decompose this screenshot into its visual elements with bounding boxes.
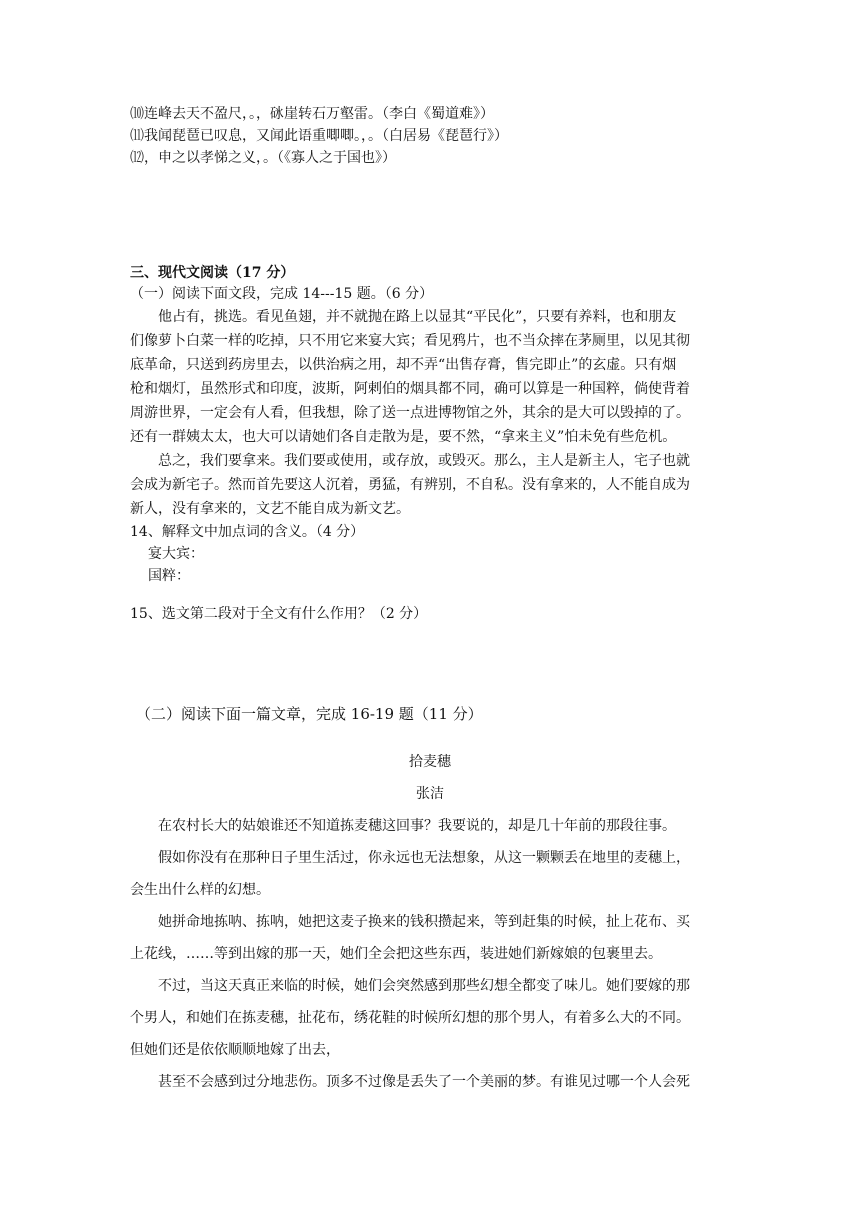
article-paragraph-2 bbox=[130, 842, 730, 906]
excerpt-line: 周游世界，一定会有人看，但我想，除了送一点进博物馆之外，其余的是大可以毁掉的了。 bbox=[130, 405, 690, 421]
excerpt-line: 总之，我们要拿来。我们要或使用，或存放，或毁灭。那么，主人是新主人，宅子也就 bbox=[158, 453, 690, 469]
question-14-item-a: 宴大宾： bbox=[148, 546, 204, 562]
excerpt-paragraph-2 bbox=[130, 449, 730, 521]
excerpt-line: 他占有，挑选。看见鱼翅，并不就抛在路上以显其“平民化”，只要有养料，也和朋友 bbox=[158, 309, 677, 325]
article-body bbox=[130, 810, 730, 1098]
article-line: 甚至不会感到过分地悲伤。顶多不过像是丢失了一个美丽的梦。有谁见过哪一个人会死 bbox=[158, 1074, 690, 1090]
article-line: 她拼命地拣呐、拣呐，她把这麦子换来的钱积攒起来，等到赶集的时候，扯上花布、买 bbox=[158, 914, 690, 930]
poem-line-12: ⑿，申之以孝悌之义，。（《寡人之于国也》） bbox=[130, 150, 396, 166]
excerpt-paragraph-1 bbox=[130, 305, 730, 449]
excerpt-line: 底革命，只送到药房里去，以供治病之用，却不弄“出售存膏，售完即止”的玄虚。只有烟 bbox=[130, 357, 677, 373]
part1-instruction: （一）阅读下面文段，完成 14---15 题。（6 分） bbox=[130, 286, 434, 302]
article-line: 上花线，……等到出嫁的那一天，她们全会把这些东西，装进她们新嫁娘的包裹里去。 bbox=[130, 946, 662, 962]
poem-line-11: ⑾我闻琵琶已叹息，又闻此语重唧唧。，。（白居易《琵琶行》） bbox=[130, 128, 508, 144]
article-line: 不过，当这天真正来临的时候，她们会突然感到那些幻想全都变了味儿。她们要嫁的那 bbox=[158, 978, 690, 994]
part2-instruction: （二）阅读下面一篇文章，完成 16-19 题（11 分） bbox=[136, 705, 483, 723]
question-14-item-b: 国粹： bbox=[148, 568, 190, 584]
article-paragraph-5 bbox=[130, 1066, 730, 1098]
section-modern-reading bbox=[130, 262, 730, 625]
excerpt-line: 枪和烟灯，虽然形式和印度，波斯，阿剌伯的烟具都不同，确可以算是一种国粹，倘使背着 bbox=[130, 381, 690, 397]
poem-line-10: ⑽连峰去天不盈尺，。，砯崖转石万壑雷。（李白《蜀道难》） bbox=[130, 106, 494, 122]
article-paragraph-4 bbox=[130, 970, 730, 1066]
article-paragraph-1 bbox=[130, 810, 730, 842]
excerpt-line: 还有一群姨太太，也大可以请她们各自走散为是，要不然，“拿来主义”怕未免有些危机。 bbox=[130, 429, 677, 445]
excerpt-line: 们像萝卜白菜一样的吃掉，只不用它来宴大宾；看见鸦片，也不当众摔在茅厕里，以见其彻 bbox=[130, 333, 690, 349]
section-article-reading bbox=[130, 702, 730, 1098]
article-line: 个男人，和她们在拣麦穗，扯花布，绣花鞋的时候所幻想的那个男人，有着多么大的不同。 bbox=[130, 1010, 690, 1026]
article-paragraph-3 bbox=[130, 906, 730, 970]
article-line: 但她们还是依依顺顺地嫁了出去， bbox=[130, 1042, 340, 1058]
poem-fill-in-list bbox=[130, 103, 730, 169]
section-title: 三、现代文阅读（17 分） bbox=[130, 265, 295, 281]
question-14: 14、解释文中加点词的含义。（4 分） bbox=[130, 524, 365, 540]
article-line: 在农村长大的姑娘谁还不知道拣麦穗这回事？我要说的，却是几十年前的那段往事。 bbox=[158, 818, 676, 834]
question-15: 15、选文第二段对于全文有什么作用？（2 分） bbox=[130, 606, 428, 622]
article-author: 张洁 bbox=[416, 786, 444, 802]
article-line: 会生出什么样的幻想。 bbox=[130, 882, 270, 898]
excerpt-line: 会成为新宅子。然而首先要这人沉着，勇猛，有辨别，不自私。没有拿来的，人不能自成为 bbox=[130, 477, 690, 493]
article-line: 假如你没有在那种日子里生活过，你永远也无法想象，从这一颗颗丢在地里的麦穗上， bbox=[158, 850, 690, 866]
excerpt-line: 新人，没有拿来的，文艺不能自成为新文艺。 bbox=[130, 501, 410, 517]
article-title: 拾麦穗 bbox=[409, 754, 451, 770]
